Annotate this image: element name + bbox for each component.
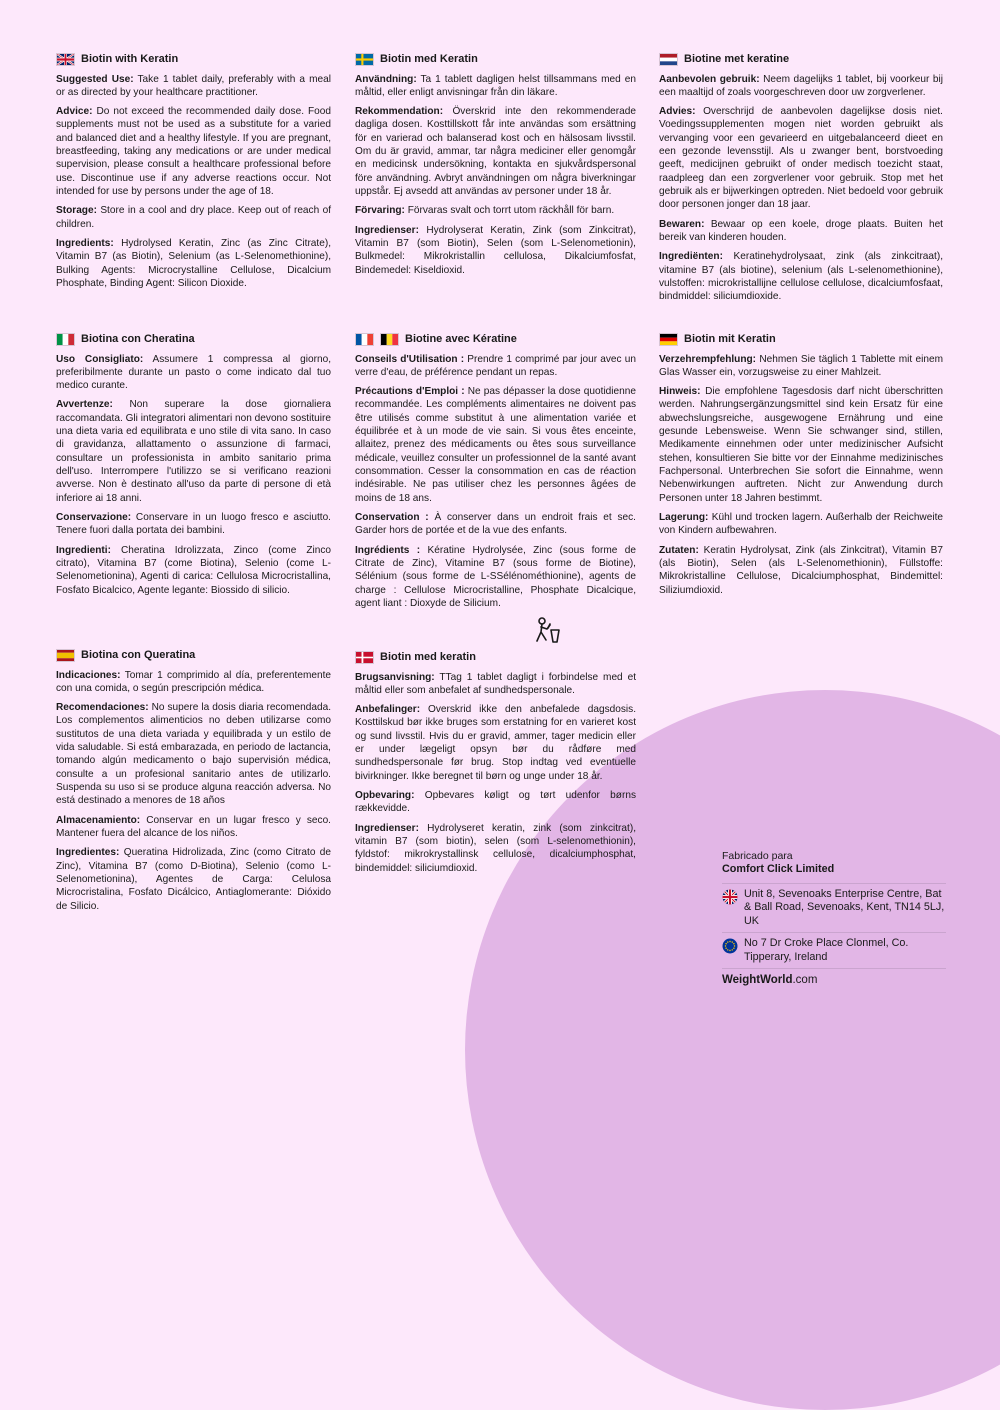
storage-text: Conservar en un lugar fresco y seco. Mantener fuera del alcance de los niños. [56, 814, 331, 839]
advice-text: Ne pas dépasser la dose quotidienne recommandée. Les compléments alimentaires ne doivent pas être utilisés comme substitut à une alimentation variée et équilibrée et à un mode de vie sain. Si vous êtes enceinte, allaitez, prenez des médicaments ou êtes sous surveillance médicale, veuillez consulter un professionnel de la santé avant consommation. Cesser la consommation en cas de réaction indésirable. Ne pas utiliser chez les personnes âgées de moins de 18 ans. [355, 386, 636, 504]
use-text: Prendre 1 comprimé par jour avec un verre d'eau, de préférence pendant un repas. [355, 353, 636, 378]
section-title-text: Biotina con Cheratina [81, 333, 195, 345]
ingredients-label: Ingredients: [56, 237, 114, 249]
advice-label: Avvertenze: [56, 399, 113, 411]
uk-flag-icon [722, 889, 738, 905]
ingredients-text: Hydrolyseret keratin, zink (som zinkcitrat), vitamin B7 (som biotin), selen (som L-selenomethionin), fyldstof: mikrokrystallinsk cellulose, dicalciumphosphat, bindemiddel: siliciumdioxid. [355, 822, 636, 874]
storage-label: Conservazione: [56, 511, 132, 523]
storage-text: Opbevares køligt og tørt udenfor børns rækkevidde. [355, 790, 636, 815]
storage-text: Conservare in un luogo fresco e asciutto. Tenere fuori dalla portata dei bambini. [56, 511, 331, 537]
advice-text: Do not exceed the recommended daily dose. Food supplements must not be used as a substitute for a varied and balanced diet and a healthy lifestyle. If you are pregnant, breastfeeding, taking any medications or are under medical supervision, please consult a healthcare professional before use. Discontinue use if any adverse reactions occur. Not intended for use by persons under the age of 18. [56, 106, 332, 198]
use-text: TTag 1 tablet dagligt i forbindelse med et måltid eller som anbefalet af sundhedspersonale. [355, 671, 637, 696]
section-se [355, 52, 636, 283]
advice-text: Överskrid inte den rekommenderade dagliga dosen. Kosttillskott får inte användas som ersättning för en varierad och balanserad kost och en hälsosam livsstil. Om du är gravid, ammar, tar några mediciner eller genomgår en medicinsk undersökning, kontakta en sjukvårdspersonal före användning. Avbryt användningen om några biverkningar uppstår. Ej avsedd att användas av personer under 18 år. [355, 106, 636, 198]
advice-label: Hinweis: [659, 386, 701, 398]
section-title-text: Biotine avec Kératine [405, 333, 517, 345]
advice-text: Overschrijd de aanbevolen dagelijkse dosis niet. Voedingssupplementen mogen niet worden gebruikt als vervanging voor een gevarieerd en uitgebalanceerd dieet en een gezonde levensstijl. Als u zwanger bent, borstvoeding geeft, medicijnen gebruikt of onder medisch toezicht staat, raadpleeg dan een zorgverlener voor gebruik. Stop met het gebruik als er bijwerkingen optreden. Niet bedoeld voor gebruik door personen jonger dan 18 jaar. [659, 106, 943, 211]
storage-label: Opbevaring: [355, 790, 415, 802]
section-es [56, 648, 331, 919]
advice-text: Die empfohlene Tagesdosis darf nicht überschritten werden. Nahrungsergänzungsmittel sind kein Ersatz für eine abwechslungsreiche, ausgewogene Ernährung und eine gesunde Lebensweise. Wenn Sie schwanger sind, stillen, Medikamente einnehmen oder unter medizinischer Aufsicht stehen, konsultieren Sie bitte vor der Einnahme medizinisches Fachpersonal. Unterbrechen Sie sofort die Einnahme, wenn Nebenwirkungen auftreten. Nicht zur Anwendung durch Personen unter 18 Jahren bestimmt. [659, 386, 944, 504]
section-title [355, 52, 636, 67]
use-text: Neem dagelijks 1 tablet, bij voorkeur bij een maaltijd of zoals voorgeschreven door uw zorgverlener. [659, 73, 944, 98]
section-de [659, 332, 943, 603]
use-text: Take 1 tablet daily, preferably with a meal or as directed by your healthcare practitioner. [56, 73, 332, 98]
company-name: Comfort Click Limited [722, 863, 835, 876]
section-title [355, 332, 636, 347]
use-label: Aanbevolen gebruik: [659, 73, 760, 85]
storage-label: Bewaren: [659, 218, 705, 230]
denmark-flag-icon [355, 651, 374, 664]
section-title [56, 52, 331, 67]
tidyman-recycle-icon [533, 615, 563, 645]
ingredients-text: Hydrolyserat Keratin, Zink (som Zinkcitrat), Vitamin B7 (som Biotin), Selen (som L-Selenometionin), Bulkmedel: Mikrokristallin cellulosa, Dikalciumfosfat, Bindemedel: Kiseldioxid. [355, 224, 636, 276]
advice-label: Advies: [659, 106, 696, 118]
ingredients-label: Ingredienti: [56, 544, 111, 556]
section-title [659, 332, 943, 347]
ingredients-text: Kératine Hydrolysée, Zinc (sous forme de Citrate de Zinc), Vitamine B7 (sous forme de Biotine), Sélénium (sous forme de L-SSélénométhionine), agents de charge : Cellulose Microcristalline, Phosphate Dicalcique, agent liant : Dioxyde de Silicium. [355, 544, 636, 609]
eu-address: No 7 Dr Croke Place Clonmel, Co. Tipperary, Ireland [744, 937, 909, 963]
storage-text: À conserver dans un endroit frais et sec. Garder hors de portée et de la vue des enfants. [355, 511, 636, 537]
advice-label: Anbefalinger: [355, 704, 421, 716]
ingredients-label: Ingrédients : [355, 544, 421, 556]
ingredients-text: Cheratina Idrolizzata, Zinco (come Zinco citrato), Vitamina B7 (come Biotina), Selenio (come L-Selenometionina), Agenti di carica: Cellulosa Microcristallina, Fosfato Bicalcico, Agente legante: Biossido di silicio. [56, 544, 331, 596]
ingredients-text: Hydrolysed Keratin, Zinc (as Zinc Citrate), Vitamin B7 (as Biotin), Selenium (as L-Selenomethionine), Bulking Agents: Microcrystalline Cellulose, Dicalcium Phosphate, Binding Agent: Silicon Dioxide. [56, 237, 331, 289]
storage-label: Storage: [56, 205, 97, 217]
use-text: Nehmen Sie täglich 1 Tablette mit einem Glas Wasser ein, vorzugsweise zu einer Mahlzeit. [659, 353, 943, 378]
section-it [56, 332, 331, 603]
section-fr [355, 332, 636, 616]
section-uk [56, 52, 331, 296]
section-title [659, 52, 943, 67]
uk-address: Unit 8, Sevenoaks Enterprise Centre, Bat & Ball Road, Sevenoaks, Kent, TN14 5LJ, UK [744, 887, 945, 927]
storage-text: Bewaar op een koele, droge plaats. Buiten het bereik van kinderen houden. [659, 218, 943, 243]
section-title-text: Biotina con Queratina [81, 649, 196, 661]
advice-text: Overskrid ikke den anbefalede dagsdosis. Kosttilskud bør ikke bruges som erstatning for en varieret kost og sund livsstil. Hvis du er gravid, ammer, tager medicin eller er under lægeligt opsyn bør du rådføre med sundhedspersonale før brug. Stop indtag ved eventuelle bivirkninger. Ikke beregnet til børn og unge under 18 år. [355, 704, 636, 782]
section-title-text: Biotine met keratine [684, 53, 790, 65]
use-text: Assumere 1 compressa al giorno, preferibilmente durante un pasto o come indicato dal tuo medico curante. [56, 353, 331, 392]
uk-flag-icon [56, 53, 75, 66]
belgium-flag-icon [380, 333, 399, 346]
spain-flag-icon [56, 649, 75, 662]
use-label: Conseils d'Utilisation : [355, 353, 465, 365]
use-label: Uso Consigliato: [56, 353, 144, 365]
manufacturer-footer [722, 850, 946, 987]
brand-website [722, 968, 946, 987]
use-text: Tomar 1 comprimido al día, preferentemente con una comida, o según prescripción médica. [56, 669, 331, 694]
ingredients-label: Ingredientes: [56, 847, 120, 859]
use-label: Verzehrempfehlung: [659, 353, 757, 365]
italy-flag-icon [56, 333, 75, 346]
use-label: Brugsanvisning: [355, 671, 435, 683]
use-label: Suggested Use: [56, 73, 134, 85]
storage-text: Kühl und trocken lagern. Außerhalb der Reichweite von Kindern aufbewahren. [659, 511, 943, 537]
storage-text: Förvaras svalt och torrt utom räckhåll för barn. [407, 205, 615, 217]
advice-text: No supere la dosis diaria recomendada. Los complementos alimenticios no deben utilizarse como sustitutos de una dieta variada y equilibrada y un estilo de vida saludable. Si está embarazada, en periodo de lactancia, tomando algún medicamento o bajo supervisión médica, consulte a un profesional sanitario antes de utilizarlo. Suspenda su uso si se produce alguna reacción adversa. No está destinado a menores de 18 años [56, 702, 331, 807]
storage-label: Förvaring: [355, 205, 405, 217]
advice-label: Précautions d'Emploi : [355, 386, 465, 398]
advice-label: Rekommendation: [355, 106, 444, 118]
brand-suffix: .com [792, 974, 818, 987]
section-title [355, 650, 636, 665]
netherlands-flag-icon [659, 53, 678, 66]
section-title-text: Biotin mit Keratin [684, 333, 776, 345]
section-title-text: Biotin med keratin [380, 651, 476, 663]
made-for-label: Fabricado para [722, 850, 793, 862]
advice-text: Non superare la dose giornaliera raccomandata. Gli integratori alimentari non devono sostituire una dieta varia ed equilibrata e uno stile di vita sano. In caso di gravidanza, allattamento o assunzione di farmaci, consultare un professionista in ambito sanitario prima dell'uso. Interrompere l'utilizzo se si verificano reazioni avverse. Non è destinato all'uso da parte di persone di età inferiore ai 18 anni. [56, 399, 332, 504]
advice-label: Recomendaciones: [56, 702, 149, 714]
use-label: Indicaciones: [56, 669, 121, 681]
france-flag-icon [355, 333, 374, 346]
section-nl [659, 52, 943, 310]
ingredients-text: Keratinehydrolysaat, zink (als zinkcitraat), vitamine B7 (als biotine), selenium (als L-selenomethionine), vulstoffen: microkristallijne cellulose cellulose, dicalciumfosfaat, bindmiddel: siliciumdioxide. [659, 251, 943, 303]
sweden-flag-icon [355, 53, 374, 66]
section-title-text: Biotin med Keratin [380, 53, 478, 65]
germany-flag-icon [659, 333, 678, 346]
storage-label: Conservation : [355, 511, 429, 523]
ingredients-label: Zutaten: [659, 544, 699, 556]
section-title [56, 332, 331, 347]
ingredients-text: Keratin Hydrolysat, Zink (als Zinkcitrat), Vitamin B7 (als Biotin), Selen (als L-Selenomethionin), Füllstoffe: Mikrokristalline Cellulose, Dicalciumphosphat, Bindemittel: Siliziumdioxid. [659, 544, 943, 596]
uk-address-row [722, 883, 946, 932]
storage-text: Store in a cool and dry place. Keep out of reach of children. [56, 205, 331, 230]
ingredients-label: Ingredienser: [355, 224, 419, 236]
ingredients-label: Ingrediënten: [659, 251, 723, 263]
ingredients-text: Queratina Hidrolizada, Zinc (como Citrato de Zinc), Vitamina B7 (como D-Biotina), Selenio (como L-Selenometionina), Agentes de Carga: Celulosa Microcristalina, Fosfato Dicálcico, Antiaglomerante: Dióxido de Silicio. [56, 847, 332, 912]
advice-label: Advice: [56, 106, 93, 118]
eu-address-row [722, 932, 946, 968]
storage-label: Almacenamiento: [56, 814, 141, 826]
use-label: Användning: [355, 73, 417, 85]
section-title [56, 648, 331, 663]
brand-name: WeightWorld [722, 974, 793, 987]
storage-label: Lagerung: [659, 511, 709, 523]
section-title-text: Biotin with Keratin [81, 53, 179, 65]
section-dk [355, 650, 636, 881]
ingredients-label: Ingredienser: [355, 822, 419, 834]
eu-flag-icon [722, 938, 738, 954]
use-text: Ta 1 tablett dagligen helst tillsammans med en måltid, eller enligt anvisningar från din läkare. [355, 73, 636, 98]
